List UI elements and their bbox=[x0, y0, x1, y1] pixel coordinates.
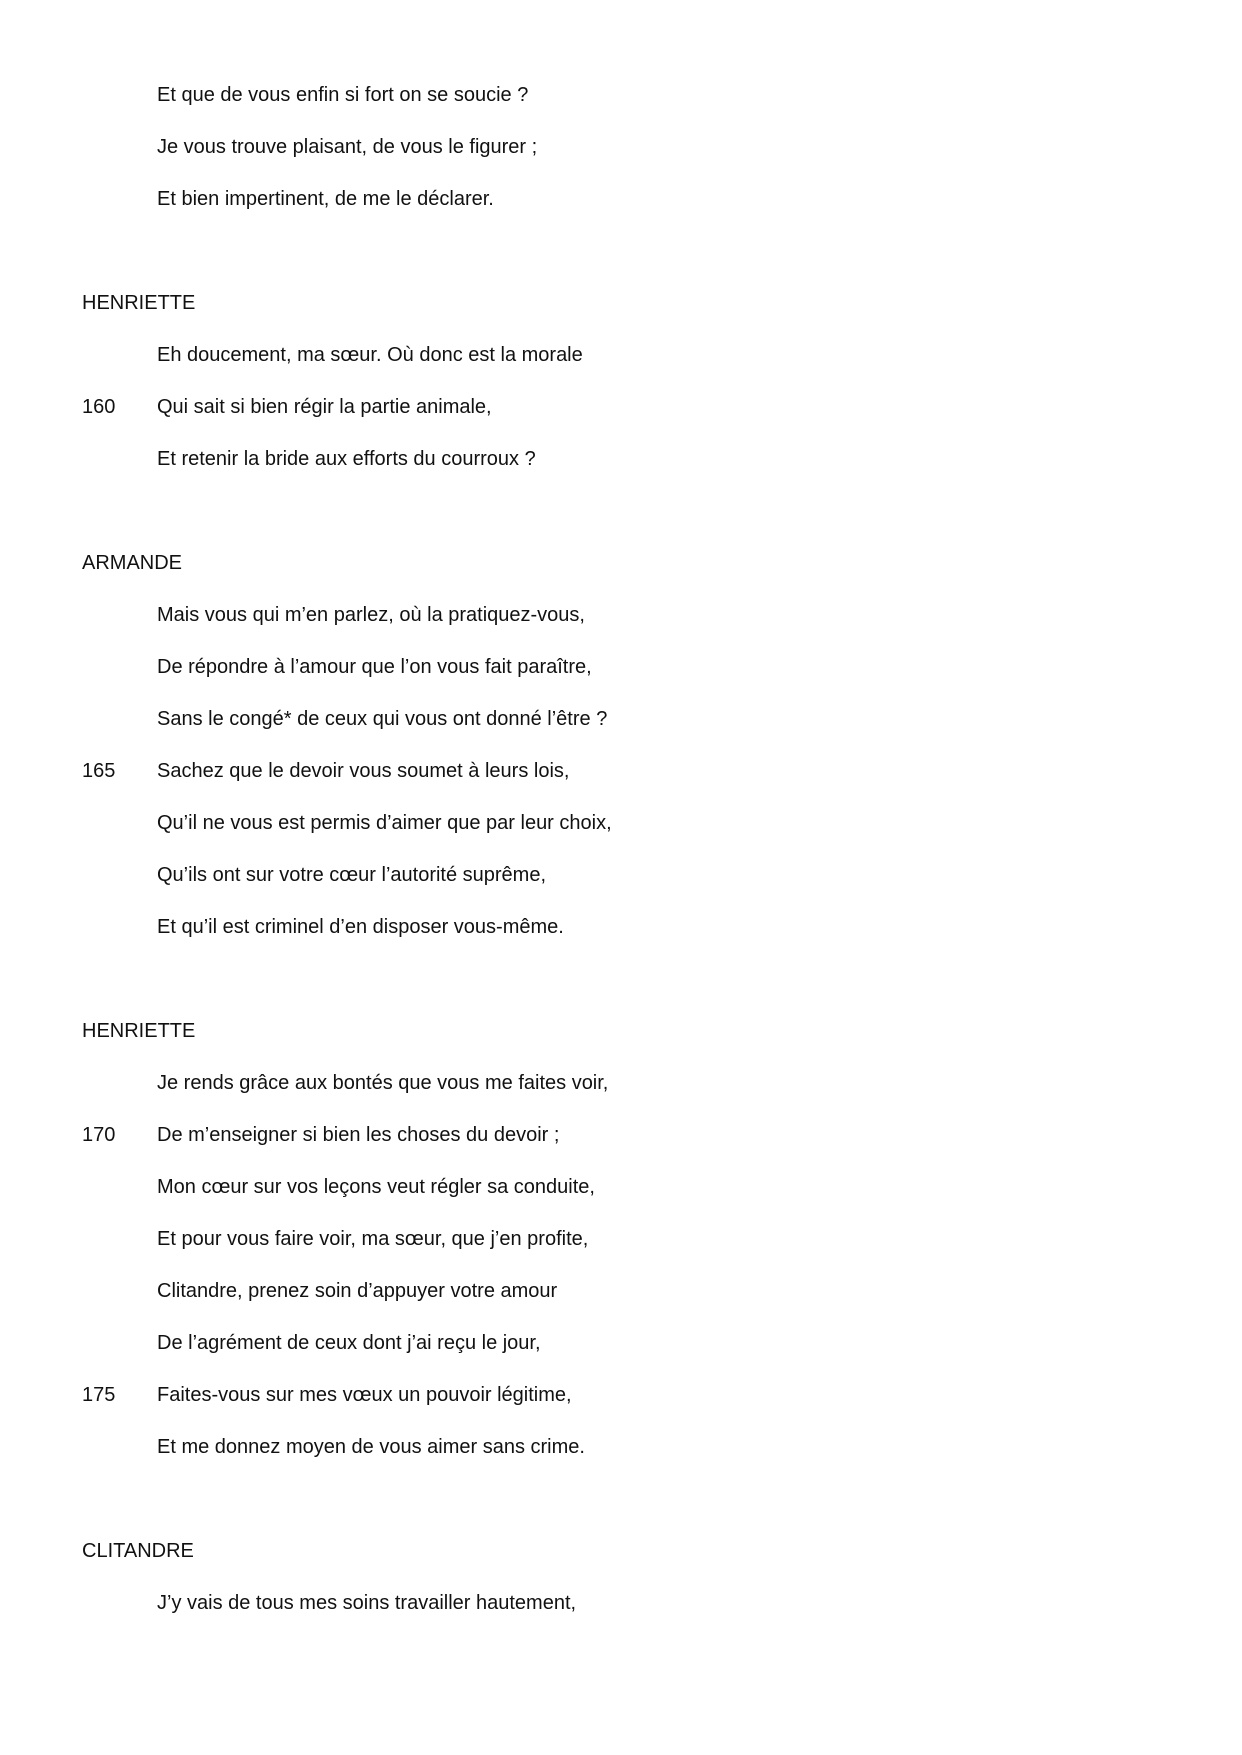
verse-text: Mais vous qui m’en parlez, où la pratiquez-vous, bbox=[157, 604, 585, 626]
line-number: 175 bbox=[82, 1384, 116, 1406]
verse-line bbox=[0, 1588, 1242, 1618]
verse-line bbox=[0, 1276, 1242, 1306]
speaker-line bbox=[0, 548, 1242, 578]
verse-line bbox=[0, 184, 1242, 214]
verse-text: Clitandre, prenez soin d’appuyer votre amour bbox=[157, 1280, 558, 1302]
speaker-line bbox=[0, 1016, 1242, 1046]
verse-line bbox=[0, 1068, 1242, 1098]
verse-text: Et bien impertinent, de me le déclarer. bbox=[157, 188, 494, 210]
verse-line bbox=[0, 444, 1242, 474]
verse-line bbox=[0, 1432, 1242, 1462]
verse-line bbox=[0, 756, 1242, 786]
speaker-name: HENRIETTE bbox=[82, 1020, 196, 1042]
verse-text: Et me donnez moyen de vous aimer sans crime. bbox=[157, 1436, 585, 1458]
verse-line bbox=[0, 80, 1242, 110]
verse-line bbox=[0, 808, 1242, 838]
verse-text: Sachez que le devoir vous soumet à leurs lois, bbox=[157, 760, 570, 782]
verse-text: Et retenir la bride aux efforts du courroux ? bbox=[157, 448, 536, 470]
verse-text: De répondre à l’amour que l’on vous fait paraître, bbox=[157, 656, 592, 678]
verse-text: De m’enseigner si bien les choses du devoir ; bbox=[157, 1124, 560, 1146]
verse-text: Faites-vous sur mes vœux un pouvoir légitime, bbox=[157, 1384, 572, 1406]
verse-line bbox=[0, 600, 1242, 630]
line-number: 160 bbox=[82, 396, 116, 418]
verse-line bbox=[0, 1224, 1242, 1254]
verse-text: Mon cœur sur vos leçons veut régler sa conduite, bbox=[157, 1176, 595, 1198]
verse-text: Je vous trouve plaisant, de vous le figurer ; bbox=[157, 136, 538, 158]
line-number: 165 bbox=[82, 760, 116, 782]
verse-line bbox=[0, 392, 1242, 422]
verse-text: De l’agrément de ceux dont j’ai reçu le jour, bbox=[157, 1332, 541, 1354]
verse-text: Sans le congé* de ceux qui vous ont donné l’être ? bbox=[157, 708, 608, 730]
verse-line bbox=[0, 1172, 1242, 1202]
verse-text: Et que de vous enfin si fort on se soucie ? bbox=[157, 84, 529, 106]
verse-text: Je rends grâce aux bontés que vous me faites voir, bbox=[157, 1072, 609, 1094]
verse-line bbox=[0, 132, 1242, 162]
verse-line bbox=[0, 1328, 1242, 1358]
verse-line bbox=[0, 860, 1242, 890]
verse-line bbox=[0, 912, 1242, 942]
verse-text: J’y vais de tous mes soins travailler hautement, bbox=[157, 1592, 577, 1614]
line-number: 170 bbox=[82, 1124, 116, 1146]
speaker-name: HENRIETTE bbox=[82, 292, 196, 314]
verse-text: Qu’ils ont sur votre cœur l’autorité suprême, bbox=[157, 864, 547, 886]
speaker-line bbox=[0, 1536, 1242, 1566]
verse-line bbox=[0, 340, 1242, 370]
verse-line bbox=[0, 704, 1242, 734]
speaker-name: ARMANDE bbox=[82, 552, 183, 574]
verse-text: Qu’il ne vous est permis d’aimer que par leur choix, bbox=[157, 812, 612, 834]
verse-line bbox=[0, 652, 1242, 682]
verse-text: Et qu’il est criminel d’en disposer vous-même. bbox=[157, 916, 564, 938]
verse-text: Et pour vous faire voir, ma sœur, que j’en profite, bbox=[157, 1228, 589, 1250]
verse-line bbox=[0, 1120, 1242, 1150]
speaker-line bbox=[0, 288, 1242, 318]
verse-text: Eh doucement, ma sœur. Où donc est la morale bbox=[157, 344, 583, 366]
verse-text: Qui sait si bien régir la partie animale, bbox=[157, 396, 492, 418]
verse-line bbox=[0, 1380, 1242, 1410]
speaker-name: CLITANDRE bbox=[82, 1540, 194, 1562]
